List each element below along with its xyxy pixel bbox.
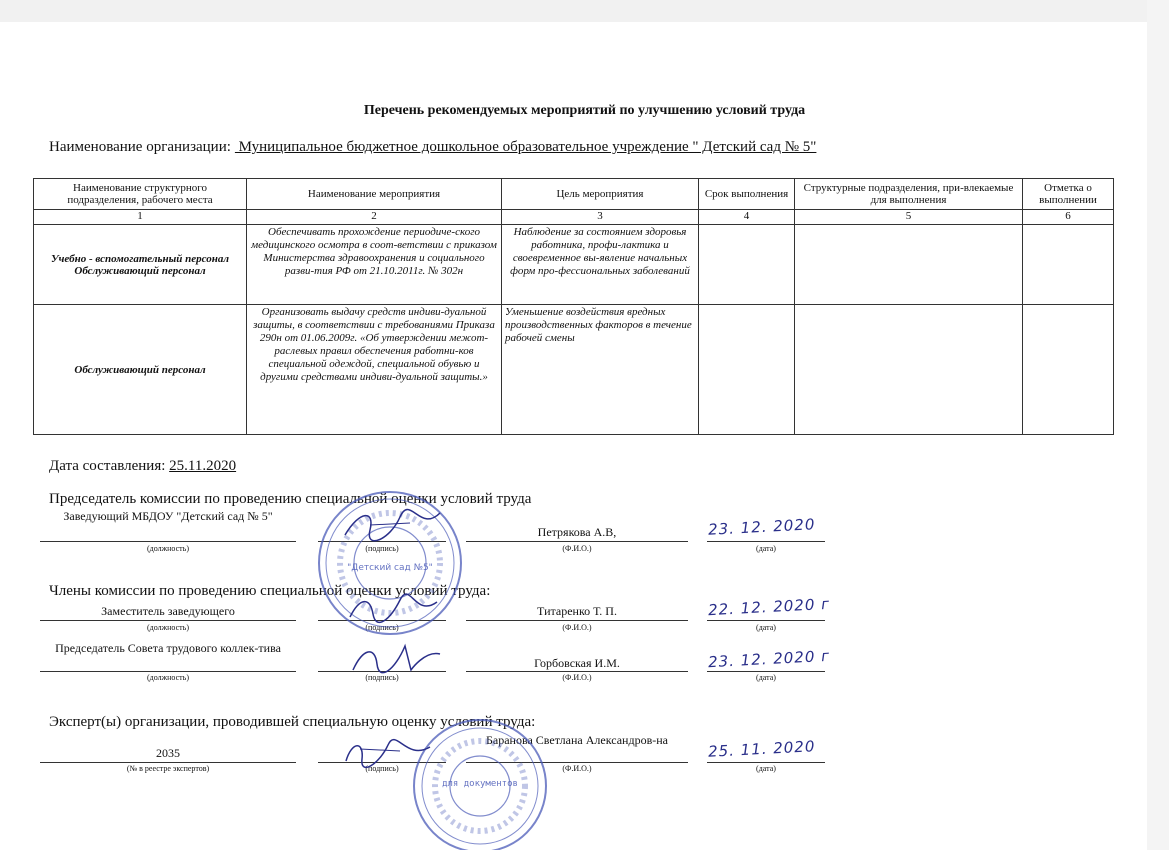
caption-position: (должность) [147,544,189,553]
name-line [466,541,688,542]
members-heading: Члены комиссии по проведению специальной оценки условий труда: [49,583,491,599]
term-cell [699,305,795,435]
compile-date [49,458,236,475]
unit-line: Учебно - вспомогательный персонал [50,252,230,265]
school-stamp-text: "Детский сад №5" [347,563,433,573]
registry-line [40,762,296,763]
organization-value: Муниципальное бюджетное дошкольное образовательное учреждение " Детский сад № 5" [234,139,817,155]
unit-cell [34,305,247,435]
column-number: 4 [699,210,795,225]
header-mark: Отметка о выполнении [1023,179,1114,210]
expert-registry: 2035 [156,746,180,760]
name-line [466,671,688,672]
organization-label: Наименование организации: [49,139,231,155]
caption-registry: (№ в реестре экспертов) [126,764,210,773]
member-date: 22. 12. 2020 г [707,594,831,620]
member-name: Титаренко Т. П. [537,604,617,618]
position-line [40,541,296,542]
unit-cell [34,225,247,305]
expert-stamp-text: для документов [442,779,518,789]
caption-date: (дата) [756,623,776,632]
chairman-heading: Председатель комиссии по проведению специальной оценки условий труда [49,491,532,507]
member-date: 23. 12. 2020 г [707,646,831,672]
column-number: 1 [34,210,247,225]
term-cell [699,225,795,305]
page-title: Перечень рекомендуемых мероприятий по улучшению условий труда [363,103,806,118]
goal-cell: Наблюдение за состоянием здоровья работника, профи-лактика и своевременное вы-явление начальных форм про-фессиональных заболеваний [502,225,699,305]
caption-signature: (подпись) [365,544,399,553]
caption-date: (дата) [756,544,776,553]
member-signature [345,592,445,624]
name-line [466,620,688,621]
member-position: Председатель Совета трудового коллек-тива [55,641,281,655]
measure-cell: Обеспечивать прохождение периодиче-ского медицинского осмотра в соот-ветствии с приказом Министерства здравоохранения и социального разви-тия РФ от 21.10.2011г. № 302н [247,225,502,305]
unit-line: Обслуживающий персонал [74,363,206,376]
column-number: 5 [795,210,1023,225]
compile-date-value: 25.11.2020 [169,458,237,474]
caption-fio: (Ф.И.О.) [562,764,592,773]
member-position: Заместитель заведующего [101,604,235,618]
table-row [34,225,1114,305]
chairman-date: 23. 12. 2020 [707,515,816,539]
member-name: Горбовская И.М. [534,656,620,670]
scan-edge [0,0,1169,22]
caption-position: (должность) [147,673,189,682]
caption-signature: (подпись) [365,623,399,632]
position-line [40,671,296,672]
header-unit: Наименование структурного подразделения, рабочего места [34,179,247,210]
column-number: 2 [247,210,502,225]
expert-heading: Эксперт(ы) организации, проводившей специальную оценку условий труда: [49,714,536,730]
caption-signature: (подпись) [365,764,399,773]
scan-edge-right [1147,0,1169,850]
chairman-name: Петрякова А.В, [537,525,617,539]
header-measure: Наименование мероприятия [247,179,502,210]
measure-cell: Организовать выдачу средств индиви-дуальной защиты, в соответствии с требованиями Приказа 290н от 01.06.2009г. «Об утверждении межот-раслевых правил обеспечения работни-ков специальной одеждой, специальной обувью и другими средствами индиви-дуальной защиты.» [247,305,502,435]
column-number: 3 [502,210,699,225]
expert-name: Баранова Светлана Александров-на [486,733,668,747]
mark-cell [1023,225,1114,305]
date-line [707,541,825,542]
table-row [34,305,1114,435]
goal-cell: Уменьшение воздействия вредных производственных факторов в течение рабочей смены [502,305,699,435]
caption-date: (дата) [756,764,776,773]
caption-signature: (подпись) [365,673,399,682]
chairman-position: Заведующий МБДОУ "Детский сад № 5" [63,509,273,523]
compile-date-label: Дата составления: [49,458,170,474]
date-line [707,620,825,621]
caption-fio: (Ф.И.О.) [562,673,592,682]
date-line [707,671,825,672]
organization-line [49,139,816,156]
column-numbers-row [34,210,1114,225]
member-signature [345,640,445,676]
header-goal: Цель мероприятия [502,179,699,210]
column-number: 6 [1023,210,1114,225]
date-line [707,762,825,763]
table-header-row [34,179,1114,210]
caption-position: (должность) [147,623,189,632]
chairman-signature [340,505,450,545]
mark-cell [1023,305,1114,435]
unit-line: Обслуживающий персонал [74,264,206,277]
measures-table [33,178,1114,435]
caption-fio: (Ф.И.О.) [562,623,592,632]
expert-date: 25. 11. 2020 [707,737,816,761]
caption-date: (дата) [756,673,776,682]
departments-cell [795,225,1023,305]
header-departments: Структурные подразделения, при-влекаемые для выполнения [795,179,1023,210]
caption-fio: (Ф.И.О.) [562,544,592,553]
expert-signature [340,735,440,767]
departments-cell [795,305,1023,435]
position-line [40,620,296,621]
header-term: Срок выполнения [699,179,795,210]
